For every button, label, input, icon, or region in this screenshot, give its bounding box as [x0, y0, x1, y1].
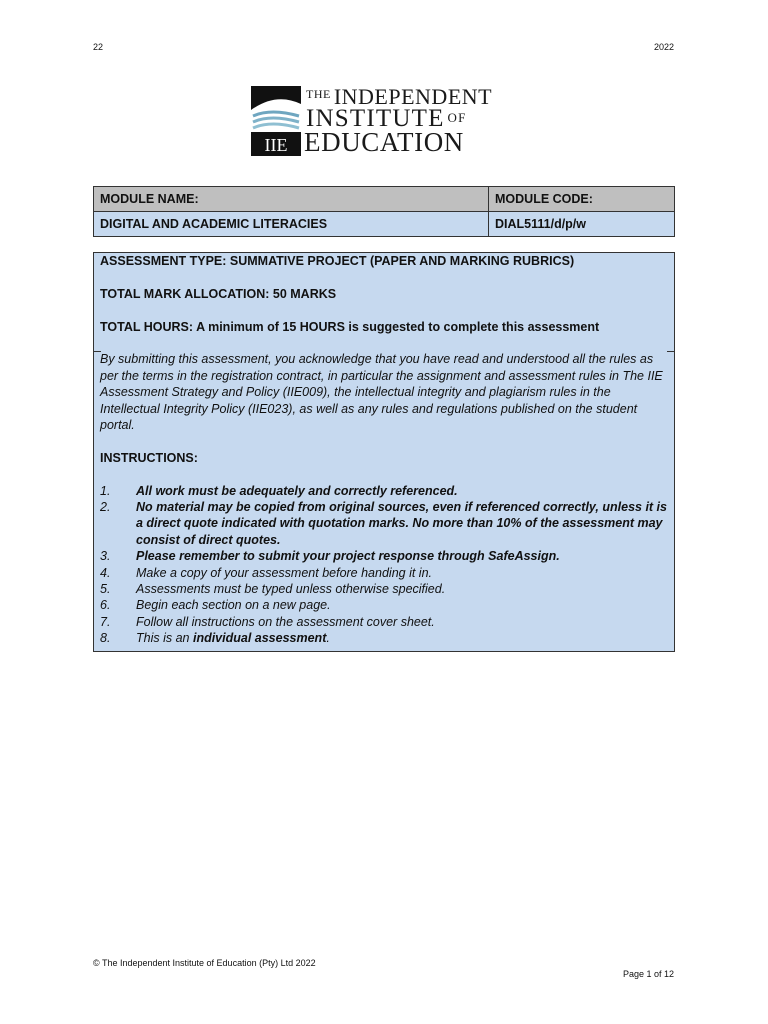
header-page-number: 22: [93, 42, 104, 52]
module-name-label: MODULE NAME:: [94, 187, 489, 212]
list-item: 3. Please remember to submit your project response through SafeAssign.: [100, 549, 560, 564]
logo-emblem-text: IIE: [264, 135, 288, 155]
instruction-8-bold: individual assessment: [192, 631, 327, 646]
footer-page-number: Page 1 of 12: [622, 969, 674, 979]
list-item: 8. This is an individual assessment.: [100, 631, 330, 646]
assessment-box: [93, 252, 675, 652]
assessment-type: ASSESSMENT TYPE: SUMMATIVE PROJECT (PAPER AND MARKING RUBRICS): [100, 254, 575, 268]
total-mark-allocation: TOTAL MARK ALLOCATION: 50 MARKS: [100, 286, 337, 301]
list-item: 4. Make a copy of your assessment before handing it in.: [100, 565, 432, 580]
footer-copyright: © The Independent Institute of Education (Pty) Ltd 2022: [93, 958, 316, 968]
instructions-list: [100, 483, 668, 647]
module-table: [93, 186, 675, 237]
logo-independent: INDEPENDENT: [333, 84, 493, 109]
instructions-heading: INSTRUCTIONS:: [100, 450, 198, 465]
module-name-value: DIGITAL AND ACADEMIC LITERACIES: [94, 212, 489, 237]
list-item: 1. All work must be adequately and correctly referenced.: [100, 483, 458, 498]
instruction-8-suffix: .: [326, 631, 330, 646]
logo-the: THE: [306, 87, 331, 101]
instruction-8-prefix: This is an: [136, 631, 193, 646]
list-item: 7. Follow all instructions on the assessment cover sheet.: [100, 614, 435, 629]
list-item: 2. No material may be copied from original sources, even if referenced correctly, unless it is a direct quote indicated with quotation marks. No more than 10% of the assessment may consist of direct quotes.: [100, 500, 667, 547]
acknowledgement-text: By submitting this assessment, you acknowledge that you have read and understood all the rules as per the terms in the registration contract, in particular the assignment and assessment rules in The IIE Assessment Strategy and Policy (IIE009), the intellectual integrity and plagiarism rules in the Intellectual Integrity Policy (IIE023), as well as any rules and regulations published on the student portal.: [100, 352, 663, 433]
header-year: 2022: [653, 42, 674, 52]
divider-tick-right: [667, 351, 674, 352]
total-hours: TOTAL HOURS: A minimum of 15 HOURS is suggested to complete this assessment: [100, 319, 600, 334]
module-code-label: MODULE CODE:: [489, 187, 675, 212]
module-table-header-row: [94, 187, 675, 212]
divider-tick-left: [94, 351, 101, 352]
logo-of: OF: [447, 110, 467, 125]
logo-education: EDUCATION: [304, 127, 464, 157]
logo-institute: INSTITUTE: [306, 105, 445, 132]
list-item: 6. Begin each section on a new page.: [100, 598, 331, 613]
list-item: 5. Assessments must be typed unless otherwise specified.: [100, 582, 446, 597]
iie-logo: [251, 86, 517, 156]
iie-emblem-icon: [251, 86, 301, 156]
module-table-value-row: [94, 212, 675, 237]
module-code-value: DIAL5111/d/p/w: [489, 212, 675, 237]
